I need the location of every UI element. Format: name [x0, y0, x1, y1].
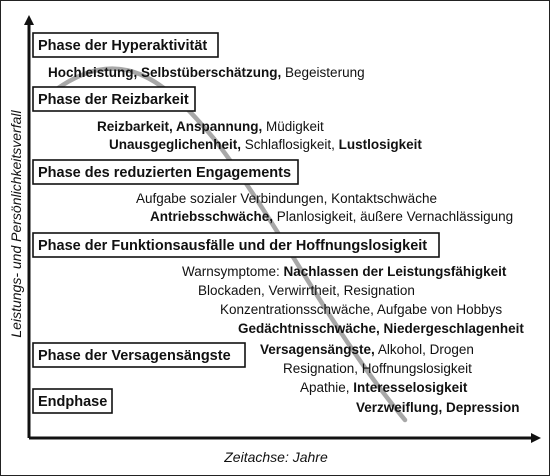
symptom-term: Gedächtnisschwäche, Niedergeschlagenheit	[238, 321, 524, 336]
symptom-line	[182, 264, 507, 279]
phase-box-funktionsausfaelle	[33, 233, 439, 257]
symptom-line	[136, 191, 437, 206]
phase-box-reizbarkeit	[33, 87, 195, 111]
phase-box-versagensaengste	[33, 343, 245, 367]
symptom-term: Hochleistung, Selbstüberschätzung,	[48, 65, 282, 80]
symptom-line	[356, 400, 520, 415]
y-axis-label: Leistungs- und Persönlichkeitsverfall	[8, 110, 24, 338]
symptom-term: Antriebsschwäche,	[150, 209, 274, 224]
symptom-line	[150, 209, 513, 224]
symptom-term: Warnsymptome:	[182, 264, 284, 279]
symptom-term: Apathie,	[300, 380, 354, 395]
phase-label: Phase der Reizbarkeit	[38, 92, 189, 108]
phase-box-endphase	[33, 389, 112, 413]
symptom-line	[260, 342, 474, 357]
symptom-line	[238, 321, 524, 336]
phase-box-hyperaktivitaet	[33, 33, 218, 57]
symptom-line	[220, 302, 502, 317]
symptom-term: Blockaden, Verwirrtheit, Resignation	[198, 283, 415, 298]
symptom-term: Planlosigkeit, äußere Vernachlässigung	[273, 209, 514, 224]
symptom-term: Konzentrationsschwäche, Aufgabe von Hobbys	[220, 302, 503, 317]
symptom-line	[300, 380, 468, 395]
symptom-term: Verzweiflung, Depression	[356, 400, 520, 415]
symptom-term: Alkohol, Drogen	[374, 342, 474, 357]
symptom-term: Nachlassen der Leistungsfähigkeit	[283, 264, 507, 279]
symptom-term: Müdigkeit	[262, 119, 324, 134]
phase-box-reduziertes-engagement	[33, 160, 298, 184]
symptom-term: Unausgeglichenheit,	[109, 137, 242, 152]
x-axis-label: Zeitachse: Jahre	[224, 449, 328, 465]
symptom-line	[48, 65, 365, 80]
symptom-term: Versagensängste,	[260, 342, 375, 357]
symptom-term: Begeisterung	[281, 65, 365, 80]
phase-label: Phase des reduzierten Engagements	[38, 165, 292, 181]
symptom-term: Interesselosigkeit	[353, 380, 468, 395]
symptom-line	[283, 361, 472, 376]
symptom-term: Reizbarkeit, Anspannung,	[97, 119, 263, 134]
phase-label: Endphase	[38, 394, 108, 410]
phase-label: Phase der Hyperaktivität	[38, 38, 208, 54]
symptom-line	[198, 283, 415, 298]
symptom-term: Schlaflosigkeit,	[241, 137, 339, 152]
phase-label: Phase der Funktionsausfälle und der Hoffnungslosigkeit	[38, 238, 428, 254]
symptom-term: Lustlosigkeit	[338, 137, 422, 152]
phase-label: Phase der Versagensängste	[38, 348, 231, 364]
symptom-term: Aufgabe sozialer Verbindungen, Kontaktschwäche	[136, 191, 437, 206]
symptom-term: Resignation, Hoffnungslosigkeit	[283, 361, 472, 376]
symptom-line	[97, 119, 324, 134]
symptom-line	[109, 137, 422, 152]
